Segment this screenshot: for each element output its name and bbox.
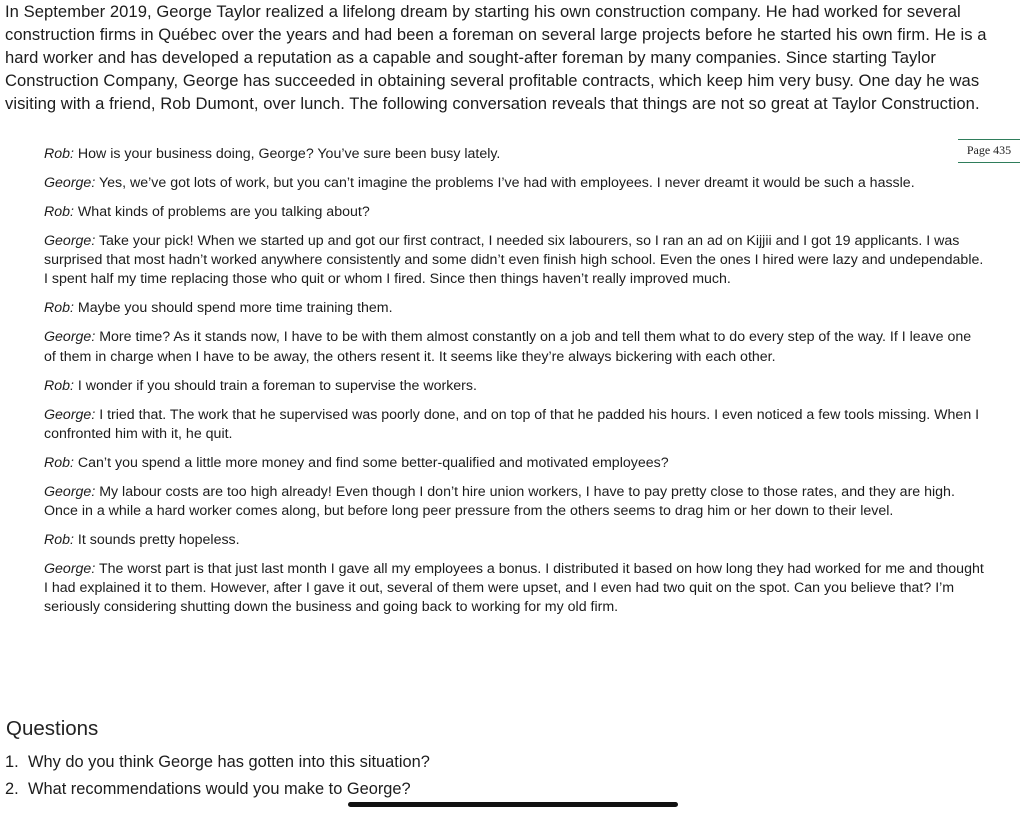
- dialogue-text: My labour costs are too high already! Even though I don’t hire union workers, I have to pay pretty close to those rates, and they are high. Once in a while a hard worker comes along, but before long peer pressure from the others seems to drag him or her down to their level.: [44, 483, 955, 520]
- dialogue-text: What kinds of problems are you talking about?: [73, 204, 370, 220]
- intro-paragraph: In September 2019, George Taylor realized a lifelong dream by starting his own construction company. He had worked for several construction firms in Québec over the years and had been a foreman on several large projects before he started his own firm. He is a hard worker and has developed a reputation as a capable and sought-after foreman by many companies. Since starting Taylor Construction Company, George has succeeded in obtaining several profitable contracts, which keep him very busy. One day he was visiting with a friend, Rob Dumont, over lunch. The following conversation reveals that things are not so great at Taylor Construction.: [5, 2, 987, 113]
- dialogue-line: [44, 203, 984, 222]
- dialogue-text: It sounds pretty hopeless.: [73, 532, 240, 549]
- dialogue-line: [44, 232, 984, 290]
- speaker-name: George:: [44, 483, 96, 500]
- dialogue-text: Maybe you should spend more time training them.: [73, 300, 393, 317]
- dialogue-text: How is your business doing, George? You’ve sure been busy lately.: [73, 146, 501, 162]
- dialogue-line: [44, 406, 984, 444]
- dialogue-line: [44, 560, 984, 618]
- dialogue: [44, 145, 984, 627]
- speaker-name: George:: [44, 233, 96, 249]
- question-item: [5, 776, 905, 803]
- question-text: What recommendations would you make to George?: [28, 780, 411, 798]
- speaker-name: George:: [44, 329, 96, 346]
- dialogue-line: [44, 454, 984, 473]
- dialogue-line: [44, 531, 984, 550]
- speaker-name: Rob:: [44, 204, 74, 220]
- speaker-name: Rob:: [44, 377, 74, 394]
- questions-heading: Questions: [6, 717, 99, 740]
- speaker-name: Rob:: [44, 532, 74, 549]
- question-number: 2.: [5, 780, 19, 798]
- dialogue-line: [44, 145, 984, 164]
- speaker-name: George:: [44, 561, 96, 578]
- question-number: 1.: [5, 753, 19, 771]
- speaker-name: Rob:: [44, 300, 74, 317]
- dialogue-text: I tried that. The work that he supervised was poorly done, and on top of that he padded his hours. I even noticed a few tools missing. When I confronted him with it, he quit.: [44, 406, 980, 442]
- page-number-marker: Page 435: [958, 139, 1020, 163]
- speaker-name: Rob:: [44, 146, 74, 162]
- dialogue-text: Can’t you spend a little more money and find some better-qualified and motivated employees?: [73, 454, 669, 471]
- dialogue-line: [44, 483, 984, 521]
- dialogue-text: Yes, we’ve got lots of work, but you can’t imagine the problems I’ve had with employees. I never dreamt it would be such a hassle.: [95, 175, 915, 191]
- dialogue-text: Take your pick! When we started up and got our first contract, I needed six labourers, so I ran an ad on Kijjii and I got 19 applicants. I was surprised that most hadn’t worked anywhere consistently and some didn’t even finish high school. Even the ones I hired were lazy and undependable. I spent half my time replacing those who quit or whom I fired. Since then things haven’t really improved much.: [44, 233, 984, 288]
- dialogue-line: [44, 299, 984, 318]
- question-item: [5, 749, 905, 776]
- home-indicator-bar[interactable]: [348, 802, 678, 807]
- dialogue-line: [44, 328, 984, 366]
- question-text: Why do you think George has gotten into this situation?: [28, 753, 430, 771]
- speaker-name: Rob:: [44, 454, 74, 471]
- dialogue-text: The worst part is that just last month I gave all my employees a bonus. I distributed it based on how long they had worked for me and thought I had explained it to them. However, after I gave it out, several of them were upset, and I even had two quit on the spot. Can you believe that? I’m seriously considering shutting down the business and going back to working for my old firm.: [44, 561, 984, 616]
- dialogue-line: [44, 377, 984, 396]
- speaker-name: George:: [44, 175, 96, 191]
- speaker-name: George:: [44, 406, 96, 423]
- dialogue-line: [44, 174, 984, 193]
- dialogue-text: I wonder if you should train a foreman to supervise the workers.: [73, 377, 477, 394]
- dialogue-text: More time? As it stands now, I have to be with them almost constantly on a job and tell them what to do every step of the way. If I leave one of them in charge when I have to be away, the others resent it. It seems like they’re always bickering with each other.: [44, 329, 972, 365]
- questions-list: [5, 749, 905, 803]
